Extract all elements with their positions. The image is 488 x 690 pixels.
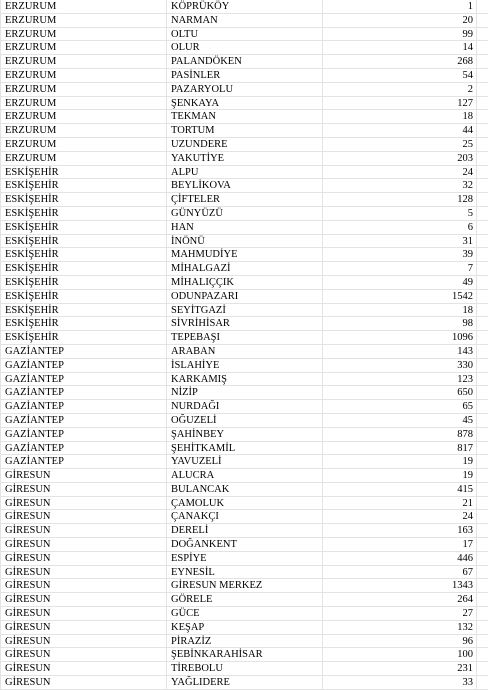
district-cell[interactable]: MİHALGAZİ bbox=[167, 262, 323, 276]
province-cell[interactable]: ESKİŞEHİR bbox=[1, 304, 167, 318]
empty-cell[interactable] bbox=[477, 248, 488, 262]
province-cell[interactable]: GİRESUN bbox=[1, 497, 167, 511]
table-row bbox=[1, 621, 488, 635]
table-row bbox=[1, 331, 488, 345]
empty-cell[interactable] bbox=[477, 41, 488, 55]
district-cell[interactable]: DERELİ bbox=[167, 524, 323, 538]
table-row bbox=[1, 648, 488, 662]
district-cell[interactable]: ŞAHİNBEY bbox=[167, 428, 323, 442]
count-cell[interactable]: 1096 bbox=[323, 331, 477, 345]
count-cell[interactable]: 49 bbox=[323, 276, 477, 290]
empty-cell[interactable] bbox=[477, 579, 488, 593]
empty-cell[interactable] bbox=[477, 538, 488, 552]
empty-cell[interactable] bbox=[477, 552, 488, 566]
table-row bbox=[1, 235, 488, 249]
district-cell[interactable]: YAVUZELİ bbox=[167, 455, 323, 469]
table-row bbox=[1, 262, 488, 276]
count-cell[interactable]: 132 bbox=[323, 621, 477, 635]
province-cell[interactable]: GAZİANTEP bbox=[1, 442, 167, 456]
count-cell[interactable]: 33 bbox=[323, 676, 477, 690]
count-cell[interactable]: 14 bbox=[323, 41, 477, 55]
table-row bbox=[1, 69, 488, 83]
table-row bbox=[1, 152, 488, 166]
province-cell[interactable]: GİRESUN bbox=[1, 552, 167, 566]
count-cell[interactable]: 18 bbox=[323, 304, 477, 318]
table-row bbox=[1, 0, 488, 14]
table-row bbox=[1, 28, 488, 42]
district-cell[interactable]: SEYİTGAZİ bbox=[167, 304, 323, 318]
empty-cell[interactable] bbox=[477, 83, 488, 97]
count-cell[interactable]: 415 bbox=[323, 483, 477, 497]
province-cell[interactable]: GAZİANTEP bbox=[1, 414, 167, 428]
table-row bbox=[1, 221, 488, 235]
table-row bbox=[1, 442, 488, 456]
empty-cell[interactable] bbox=[477, 110, 488, 124]
table-row bbox=[1, 607, 488, 621]
district-cell[interactable]: GÜCE bbox=[167, 607, 323, 621]
count-cell[interactable]: 65 bbox=[323, 400, 477, 414]
table-row bbox=[1, 373, 488, 387]
empty-cell[interactable] bbox=[477, 262, 488, 276]
empty-cell[interactable] bbox=[477, 304, 488, 318]
table-row bbox=[1, 345, 488, 359]
district-cell[interactable]: İSLAHİYE bbox=[167, 359, 323, 373]
district-cell[interactable]: PAZARYOLU bbox=[167, 83, 323, 97]
province-cell[interactable]: GİRESUN bbox=[1, 621, 167, 635]
district-cell[interactable]: GÖRELE bbox=[167, 593, 323, 607]
empty-cell[interactable] bbox=[477, 55, 488, 69]
province-cell[interactable]: ESKİŞEHİR bbox=[1, 248, 167, 262]
province-cell[interactable]: ESKİŞEHİR bbox=[1, 179, 167, 193]
table-row bbox=[1, 497, 488, 511]
district-cell[interactable]: GİRESUN MERKEZ bbox=[167, 579, 323, 593]
province-cell[interactable]: ERZURUM bbox=[1, 41, 167, 55]
district-cell[interactable]: DOĞANKENT bbox=[167, 538, 323, 552]
table-row bbox=[1, 414, 488, 428]
empty-cell[interactable] bbox=[477, 648, 488, 662]
district-cell[interactable]: ÇANAKÇI bbox=[167, 510, 323, 524]
empty-cell[interactable] bbox=[477, 331, 488, 345]
empty-cell[interactable] bbox=[477, 28, 488, 42]
empty-cell[interactable] bbox=[477, 69, 488, 83]
table-row bbox=[1, 635, 488, 649]
province-cell[interactable]: ESKİŞEHİR bbox=[1, 166, 167, 180]
province-cell[interactable]: ESKİŞEHİR bbox=[1, 207, 167, 221]
empty-cell[interactable] bbox=[477, 152, 488, 166]
table-row bbox=[1, 276, 488, 290]
empty-cell[interactable] bbox=[477, 138, 488, 152]
table-row bbox=[1, 455, 488, 469]
district-cell[interactable]: MAHMUDİYE bbox=[167, 248, 323, 262]
empty-cell[interactable] bbox=[477, 455, 488, 469]
empty-cell[interactable] bbox=[477, 373, 488, 387]
district-cell[interactable]: ARABAN bbox=[167, 345, 323, 359]
district-cell[interactable]: PALANDÖKEN bbox=[167, 55, 323, 69]
district-cell[interactable]: OLTU bbox=[167, 28, 323, 42]
empty-cell[interactable] bbox=[477, 593, 488, 607]
count-cell[interactable]: 1 bbox=[323, 0, 477, 14]
empty-cell[interactable] bbox=[477, 676, 488, 690]
province-cell[interactable]: ERZURUM bbox=[1, 97, 167, 111]
empty-cell[interactable] bbox=[477, 621, 488, 635]
empty-cell[interactable] bbox=[477, 235, 488, 249]
empty-cell[interactable] bbox=[477, 14, 488, 28]
table-row bbox=[1, 662, 488, 676]
count-cell[interactable]: 45 bbox=[323, 414, 477, 428]
district-cell[interactable]: ŞEBİNKARAHİSAR bbox=[167, 648, 323, 662]
table-row bbox=[1, 579, 488, 593]
province-cell[interactable]: GAZİANTEP bbox=[1, 373, 167, 387]
province-cell[interactable]: ERZURUM bbox=[1, 0, 167, 14]
count-cell[interactable]: 100 bbox=[323, 648, 477, 662]
province-cell[interactable]: ERZURUM bbox=[1, 110, 167, 124]
province-cell[interactable]: GİRESUN bbox=[1, 662, 167, 676]
empty-cell[interactable] bbox=[477, 428, 488, 442]
province-cell[interactable]: ESKİŞEHİR bbox=[1, 331, 167, 345]
empty-cell[interactable] bbox=[477, 469, 488, 483]
count-cell[interactable]: 231 bbox=[323, 662, 477, 676]
count-cell[interactable]: 143 bbox=[323, 345, 477, 359]
empty-cell[interactable] bbox=[477, 386, 488, 400]
table-row bbox=[1, 552, 488, 566]
district-cell[interactable]: TİREBOLU bbox=[167, 662, 323, 676]
province-cell[interactable]: GAZİANTEP bbox=[1, 400, 167, 414]
table-row bbox=[1, 248, 488, 262]
district-cell[interactable]: TEPEBAŞI bbox=[167, 331, 323, 345]
table-row bbox=[1, 469, 488, 483]
district-cell[interactable]: PİRAZİZ bbox=[167, 635, 323, 649]
count-cell[interactable]: 19 bbox=[323, 469, 477, 483]
district-cell[interactable]: EYNESİL bbox=[167, 566, 323, 580]
province-cell[interactable]: GİRESUN bbox=[1, 593, 167, 607]
district-cell[interactable]: ŞENKAYA bbox=[167, 97, 323, 111]
count-cell[interactable]: 99 bbox=[323, 28, 477, 42]
district-cell[interactable]: NURDAĞI bbox=[167, 400, 323, 414]
district-cell[interactable]: TORTUM bbox=[167, 124, 323, 138]
empty-cell[interactable] bbox=[477, 662, 488, 676]
province-cell[interactable]: ESKİŞEHİR bbox=[1, 262, 167, 276]
count-cell[interactable]: 650 bbox=[323, 386, 477, 400]
table-row bbox=[1, 138, 488, 152]
empty-cell[interactable] bbox=[477, 414, 488, 428]
count-cell[interactable]: 20 bbox=[323, 14, 477, 28]
district-cell[interactable]: ŞEHİTKAMİL bbox=[167, 442, 323, 456]
table-row bbox=[1, 593, 488, 607]
table-row bbox=[1, 166, 488, 180]
empty-cell[interactable] bbox=[477, 345, 488, 359]
empty-cell[interactable] bbox=[477, 0, 488, 14]
table-row bbox=[1, 14, 488, 28]
empty-cell[interactable] bbox=[477, 207, 488, 221]
district-cell[interactable]: YAĞLIDERE bbox=[167, 676, 323, 690]
province-cell[interactable]: GAZİANTEP bbox=[1, 386, 167, 400]
province-cell[interactable]: GİRESUN bbox=[1, 607, 167, 621]
district-cell[interactable]: ALPU bbox=[167, 166, 323, 180]
count-cell[interactable]: 163 bbox=[323, 524, 477, 538]
count-cell[interactable]: 7 bbox=[323, 262, 477, 276]
district-cell[interactable]: KARKAMIŞ bbox=[167, 373, 323, 387]
district-cell[interactable]: KEŞAP bbox=[167, 621, 323, 635]
table-row bbox=[1, 290, 488, 304]
province-cell[interactable]: ERZURUM bbox=[1, 152, 167, 166]
province-cell[interactable]: GİRESUN bbox=[1, 566, 167, 580]
district-cell[interactable]: SİVRİHİSAR bbox=[167, 317, 323, 331]
province-cell[interactable]: GİRESUN bbox=[1, 483, 167, 497]
table-row bbox=[1, 110, 488, 124]
empty-cell[interactable] bbox=[477, 179, 488, 193]
empty-cell[interactable] bbox=[477, 497, 488, 511]
province-cell[interactable]: GİRESUN bbox=[1, 635, 167, 649]
province-cell[interactable]: ERZURUM bbox=[1, 69, 167, 83]
table-row bbox=[1, 510, 488, 524]
count-cell[interactable]: 1542 bbox=[323, 290, 477, 304]
table-row bbox=[1, 41, 488, 55]
province-cell[interactable]: GAZİANTEP bbox=[1, 428, 167, 442]
province-cell[interactable]: GAZİANTEP bbox=[1, 359, 167, 373]
district-cell[interactable]: TEKMAN bbox=[167, 110, 323, 124]
count-cell[interactable]: 21 bbox=[323, 497, 477, 511]
district-cell[interactable]: HAN bbox=[167, 221, 323, 235]
district-cell[interactable]: NİZİP bbox=[167, 386, 323, 400]
empty-cell[interactable] bbox=[477, 566, 488, 580]
empty-cell[interactable] bbox=[477, 221, 488, 235]
district-cell[interactable]: KÖPRÜKÖY bbox=[167, 0, 323, 14]
table-row bbox=[1, 400, 488, 414]
empty-cell[interactable] bbox=[477, 97, 488, 111]
province-cell[interactable]: GAZİANTEP bbox=[1, 455, 167, 469]
count-cell[interactable]: 67 bbox=[323, 566, 477, 580]
count-cell[interactable]: 98 bbox=[323, 317, 477, 331]
province-cell[interactable]: GİRESUN bbox=[1, 648, 167, 662]
count-cell[interactable]: 17 bbox=[323, 538, 477, 552]
table-row bbox=[1, 179, 488, 193]
district-cell[interactable]: ESPİYE bbox=[167, 552, 323, 566]
district-cell[interactable]: UZUNDERE bbox=[167, 138, 323, 152]
province-cell[interactable]: ERZURUM bbox=[1, 55, 167, 69]
table-row bbox=[1, 193, 488, 207]
empty-cell[interactable] bbox=[477, 635, 488, 649]
count-cell[interactable]: 6 bbox=[323, 221, 477, 235]
empty-cell[interactable] bbox=[477, 166, 488, 180]
table-row bbox=[1, 124, 488, 138]
count-cell[interactable]: 54 bbox=[323, 69, 477, 83]
empty-cell[interactable] bbox=[477, 510, 488, 524]
table-row bbox=[1, 676, 488, 690]
province-cell[interactable]: ERZURUM bbox=[1, 138, 167, 152]
count-cell[interactable]: 203 bbox=[323, 152, 477, 166]
count-cell[interactable]: 24 bbox=[323, 166, 477, 180]
count-cell[interactable]: 446 bbox=[323, 552, 477, 566]
province-cell[interactable]: ESKİŞEHİR bbox=[1, 317, 167, 331]
table-row bbox=[1, 304, 488, 318]
province-cell[interactable]: GİRESUN bbox=[1, 676, 167, 690]
empty-cell[interactable] bbox=[477, 317, 488, 331]
province-cell[interactable]: GİRESUN bbox=[1, 469, 167, 483]
count-cell[interactable]: 19 bbox=[323, 455, 477, 469]
count-cell[interactable]: 25 bbox=[323, 138, 477, 152]
count-cell[interactable]: 18 bbox=[323, 110, 477, 124]
province-cell[interactable]: ERZURUM bbox=[1, 124, 167, 138]
province-cell[interactable]: GİRESUN bbox=[1, 579, 167, 593]
province-cell[interactable]: ERZURUM bbox=[1, 28, 167, 42]
count-cell[interactable]: 123 bbox=[323, 373, 477, 387]
district-cell[interactable]: MİHALIÇÇIK bbox=[167, 276, 323, 290]
count-cell[interactable]: 264 bbox=[323, 593, 477, 607]
count-cell[interactable]: 39 bbox=[323, 248, 477, 262]
count-cell[interactable]: 44 bbox=[323, 124, 477, 138]
table-row bbox=[1, 97, 488, 111]
district-cell[interactable]: ÇİFTELER bbox=[167, 193, 323, 207]
count-cell[interactable]: 817 bbox=[323, 442, 477, 456]
empty-cell[interactable] bbox=[477, 193, 488, 207]
count-cell[interactable]: 96 bbox=[323, 635, 477, 649]
province-cell[interactable]: GİRESUN bbox=[1, 538, 167, 552]
province-cell[interactable]: ERZURUM bbox=[1, 83, 167, 97]
table-row bbox=[1, 386, 488, 400]
table-row bbox=[1, 359, 488, 373]
table-row bbox=[1, 566, 488, 580]
district-cell[interactable]: YAKUTİYE bbox=[167, 152, 323, 166]
empty-cell[interactable] bbox=[477, 607, 488, 621]
province-cell[interactable]: GAZİANTEP bbox=[1, 345, 167, 359]
district-cell[interactable]: OĞUZELİ bbox=[167, 414, 323, 428]
table-row bbox=[1, 483, 488, 497]
province-cell[interactable]: ESKİŞEHİR bbox=[1, 235, 167, 249]
district-cell[interactable]: NARMAN bbox=[167, 14, 323, 28]
count-cell[interactable]: 128 bbox=[323, 193, 477, 207]
count-cell[interactable]: 31 bbox=[323, 235, 477, 249]
table-row bbox=[1, 538, 488, 552]
province-cell[interactable]: ESKİŞEHİR bbox=[1, 193, 167, 207]
district-cell[interactable]: İNÖNÜ bbox=[167, 235, 323, 249]
count-cell[interactable]: 24 bbox=[323, 510, 477, 524]
count-cell[interactable]: 5 bbox=[323, 207, 477, 221]
count-cell[interactable]: 127 bbox=[323, 97, 477, 111]
district-cell[interactable]: GÜNYÜZÜ bbox=[167, 207, 323, 221]
district-cell[interactable]: PASİNLER bbox=[167, 69, 323, 83]
district-cell[interactable]: BULANCAK bbox=[167, 483, 323, 497]
province-cell[interactable]: ESKİŞEHİR bbox=[1, 276, 167, 290]
empty-cell[interactable] bbox=[477, 483, 488, 497]
table-row bbox=[1, 55, 488, 69]
table-row bbox=[1, 83, 488, 97]
district-cell[interactable]: BEYLİKOVA bbox=[167, 179, 323, 193]
table-row bbox=[1, 428, 488, 442]
province-cell[interactable]: ESKİŞEHİR bbox=[1, 221, 167, 235]
province-cell[interactable]: ERZURUM bbox=[1, 14, 167, 28]
district-cell[interactable]: ÇAMOLUK bbox=[167, 497, 323, 511]
count-cell[interactable]: 330 bbox=[323, 359, 477, 373]
count-cell[interactable]: 878 bbox=[323, 428, 477, 442]
count-cell[interactable]: 268 bbox=[323, 55, 477, 69]
table-row bbox=[1, 207, 488, 221]
district-cell[interactable]: ODUNPAZARI bbox=[167, 290, 323, 304]
empty-cell[interactable] bbox=[477, 524, 488, 538]
empty-cell[interactable] bbox=[477, 442, 488, 456]
district-cell[interactable]: ALUCRA bbox=[167, 469, 323, 483]
table-row bbox=[1, 317, 488, 331]
province-cell[interactable]: GİRESUN bbox=[1, 510, 167, 524]
province-cell[interactable]: GİRESUN bbox=[1, 524, 167, 538]
empty-cell[interactable] bbox=[477, 276, 488, 290]
empty-cell[interactable] bbox=[477, 124, 488, 138]
count-cell[interactable]: 1343 bbox=[323, 579, 477, 593]
count-cell[interactable]: 32 bbox=[323, 179, 477, 193]
count-cell[interactable]: 2 bbox=[323, 83, 477, 97]
district-cell[interactable]: OLUR bbox=[167, 41, 323, 55]
empty-cell[interactable] bbox=[477, 400, 488, 414]
count-cell[interactable]: 27 bbox=[323, 607, 477, 621]
empty-cell[interactable] bbox=[477, 290, 488, 304]
province-cell[interactable]: ESKİŞEHİR bbox=[1, 290, 167, 304]
empty-cell[interactable] bbox=[477, 359, 488, 373]
table-row bbox=[1, 524, 488, 538]
